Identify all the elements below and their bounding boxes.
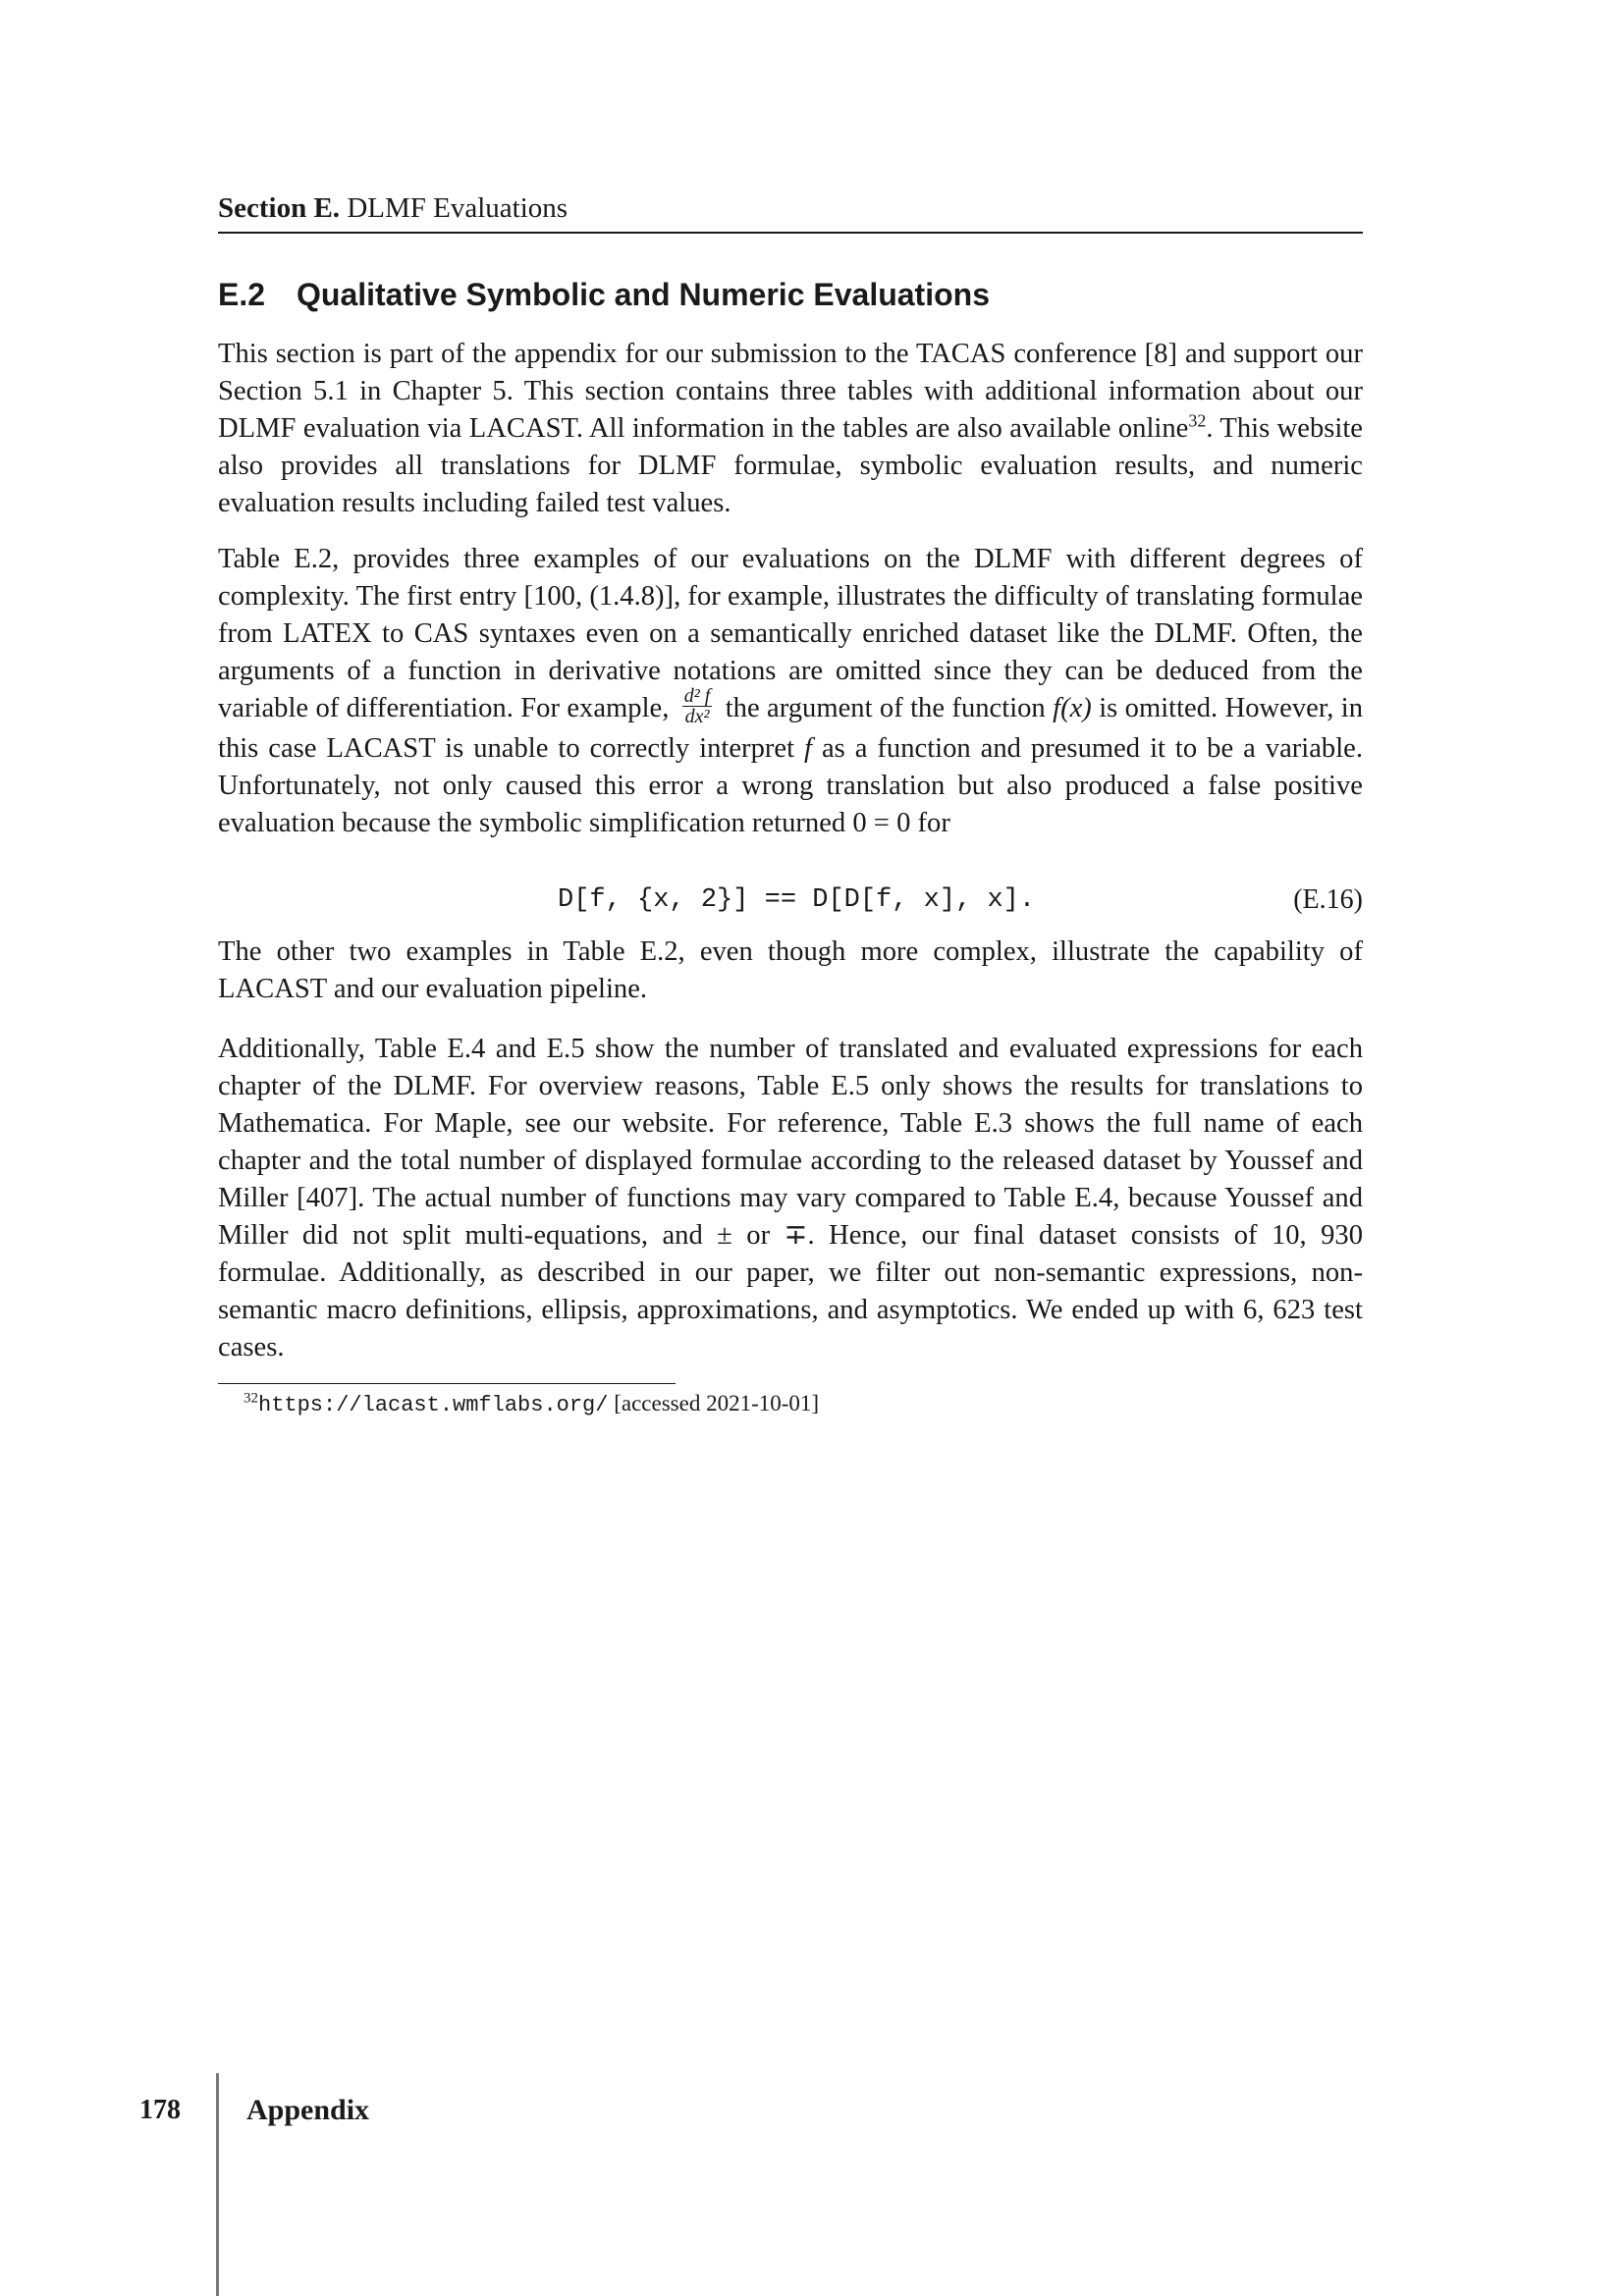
footnote-number: 32 bbox=[244, 1390, 258, 1407]
paragraph-text: . This website also provides all translations for DLMF formulae, symbolic evaluation results, and numeric evaluation results including failed test values. bbox=[218, 413, 1363, 518]
footnote bbox=[244, 1388, 819, 1421]
section-title: Qualitative Symbolic and Numeric Evaluations bbox=[297, 277, 990, 312]
math-equality: 0 = 0 bbox=[852, 808, 911, 838]
paragraph-text: Table E.2, provides three examples of our evaluations on the DLMF with different degrees of complexity. The first entry [100, (1.4.8)], for example, illustrates the difficulty of translating formulae from bbox=[218, 544, 1363, 649]
paragraph-text: test cases. bbox=[218, 1295, 1364, 1362]
equation-code: D[f, {x, 2}] == D[D[f, x], x]. bbox=[558, 885, 1036, 915]
page-number: 178 bbox=[139, 2095, 181, 2125]
minus-plus-symbol: ∓ bbox=[784, 1220, 808, 1251]
lacast-logo: LACAST bbox=[218, 974, 327, 1004]
lacast-logo: LACAST bbox=[468, 413, 576, 444]
running-header bbox=[218, 188, 1363, 234]
section-heading bbox=[218, 273, 1363, 316]
math-variable: f bbox=[804, 733, 812, 764]
equation-e16 bbox=[218, 881, 1363, 920]
paragraph-text: is unable to correctly interpret bbox=[435, 733, 805, 764]
footer-vertical-rule bbox=[216, 2073, 219, 2296]
test-case-count: 6, 623 bbox=[1243, 1295, 1316, 1325]
math-function: f(x) bbox=[1053, 693, 1092, 724]
derivative-fraction bbox=[682, 686, 713, 726]
header-section-title: DLMF Evaluations bbox=[347, 192, 568, 224]
paragraph-examples bbox=[218, 541, 1363, 842]
fraction-denominator: dx² bbox=[684, 706, 710, 727]
paragraph-text: Additionally, Table E.4 and E.5 show the number of translated and evaluated expressions for each chapter of the DLMF. For overview reasons, Table E.5 only shows the results for translations to Mathematica. For Maple, see our website. For reference, Table E.3 shows the full name of each chapter and the total number of displayed formulae according to the released dataset by Youssef and Miller [407]. The actual number of functions may vary compared to Table E.4, because Youssef and Miller did not split multi-equations, and bbox=[218, 1034, 1363, 1251]
lacast-logo: LACAST bbox=[326, 733, 436, 764]
latex-logo: LATEX bbox=[283, 618, 372, 649]
paragraph-text: . All information in the tables are also available online bbox=[575, 413, 1189, 444]
footer-label: Appendix bbox=[246, 2094, 370, 2126]
paragraph-text: as a function and presumed it to be a variable. Unfortunately, not only caused this error a wrong translation but also produced a false positive evaluation because the symbolic simplification returned bbox=[218, 733, 1364, 838]
equation-number: (E.16) bbox=[1293, 884, 1363, 915]
footnote-mark: 32 bbox=[1188, 410, 1207, 431]
paragraph-text: formulae. Additionally, as described in our paper, we filter out non-semantic expressions, non-semantic macro definitions, ellipsis, approximations, and asymptotics. We ended up with bbox=[218, 1257, 1363, 1325]
formula-count: 10, 930 bbox=[1271, 1220, 1363, 1251]
paragraph-text: or bbox=[731, 1220, 785, 1251]
footnote-note: [accessed 2021-10-01] bbox=[614, 1391, 820, 1415]
paragraph-text: to CAS syntaxes even on a semantically enriched dataset like the DLMF. Often, the arguments of a function in derivative notations are omitted since they can be deduced from the variable of differentiation. For example, bbox=[218, 618, 1363, 724]
section-number: E.2 bbox=[218, 277, 266, 312]
header-section-label: Section E. bbox=[218, 192, 341, 224]
paragraph-tables bbox=[218, 1031, 1363, 1366]
paragraph-text: . Hence, our final dataset consists of bbox=[807, 1220, 1272, 1251]
paragraph-capability bbox=[218, 934, 1363, 1008]
paragraph-text: This section is part of the appendix for our submission to the TACAS conference [8] and support our Section 5.1 in Chapter 5. This section contains three tables with additional information about our DLMF evaluation via bbox=[218, 339, 1363, 444]
footnote-link[interactable]: https://lacast.wmflabs.org/ bbox=[258, 1393, 609, 1417]
paragraph-text: and our evaluation pipeline. bbox=[326, 974, 648, 1004]
footnote-divider bbox=[218, 1383, 676, 1384]
paragraph-text: is omitted. However, in this case bbox=[218, 693, 1364, 764]
paragraph-text: for bbox=[910, 808, 950, 838]
paragraph-text: the argument of the function bbox=[718, 693, 1054, 724]
fraction-numerator: d² f bbox=[683, 685, 711, 707]
paragraph-intro bbox=[218, 336, 1363, 522]
paragraph-text: The other two examples in Table E.2, even though more complex, illustrate the capability of bbox=[218, 936, 1363, 967]
plus-minus-symbol: ± bbox=[717, 1220, 732, 1251]
